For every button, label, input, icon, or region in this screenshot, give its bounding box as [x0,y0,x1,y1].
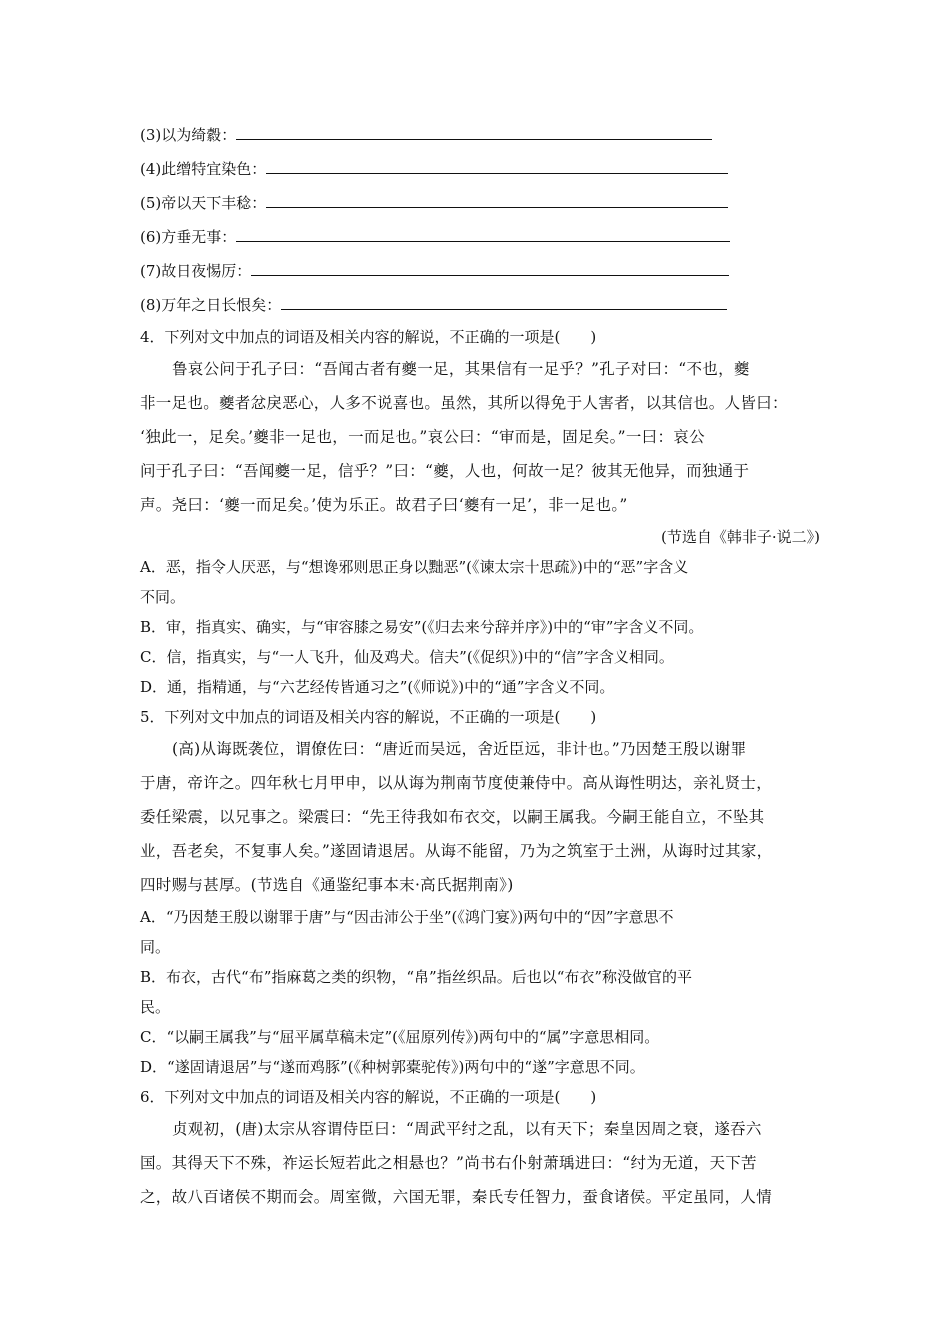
passage-5 [140,732,820,902]
passage-line: ‘独此一，足矣。’夔非一足也，一而足也。”哀公曰：“审而是，固足矣。”一曰：哀公 [140,428,705,446]
option-a-cont: 不同。 [140,588,186,606]
answer-blank[interactable] [251,258,729,276]
option-b[interactable]: B．布衣，古代“布”指麻葛之类的织物，“帛”指丝织品。后也以“布衣”称没做官的平 [140,968,693,986]
option-c[interactable]: C．信，指真实，与“一人飞升，仙及鸡犬。信夫”(《促织》)中的“信”字含义相同。 [140,648,674,666]
passage-line: 业，吾老矣，不复事人矣。”遂固请退居。从诲不能留，乃为之筑室于土洲，从诲时过其家， [140,842,773,860]
passage-line: 国。其得天下不殊，祚运长短若此之相悬也？”尚书右仆射萧瑀进曰：“纣为无道，天下苦 [140,1154,757,1172]
fill-item [140,288,820,322]
fill-item [140,220,820,254]
fill-item [140,152,820,186]
option-c[interactable]: C．“以嗣王属我”与“屈平属草稿未定”(《屈原列传》)两句中的“属”字意思相同。 [140,1028,660,1046]
passage-line: 贞观初，(唐)太宗从容谓侍臣曰：“周武平纣之乱，以有天下；秦皇因周之衰，遂吞六 [172,1120,762,1138]
option-a[interactable]: A．“乃因楚王殷以谢罪于唐”与“因击沛公于坐”(《鸿门宴》)两句中的“因”字意思不 [140,908,674,926]
passage-line: 问于孔子曰：“吾闻夔一足，信乎？”曰：“夔，人也，何故一足？彼其无他异，而独通于 [140,462,750,480]
passage-source: (节选自《韩非子·说二》) [661,528,820,546]
answer-blank[interactable] [236,224,730,242]
answer-blank[interactable] [266,156,728,174]
passage-4 [140,352,820,522]
answer-blank[interactable] [281,292,727,310]
passage-6 [140,1112,820,1214]
fill-item-label: (8)万年之日长恨矣： [140,296,282,314]
passage-line: 于唐，帝许之。四年秋七月甲申，以从诲为荆南节度使兼侍中。高从诲性明达，亲礼贤士， [140,774,773,792]
passage-line: 之，故八百诸侯不期而会。周室微，六国无罪，秦氏专任智力，蚕食诸侯。平定虽同，人情 [140,1188,773,1206]
option-a-cont: 同。 [140,938,171,956]
option-a[interactable]: A．恶，指令人厌恶，与“想谗邪则思正身以黜恶”(《谏太宗十思疏》)中的“恶”字含义 [140,558,689,576]
option-b[interactable]: B．审，指真实、确实，与“审容膝之易安”(《归去来兮辞并序》)中的“审”字含义不同。 [140,618,704,636]
document-page [140,118,820,1214]
fill-item-label: (4)此缯特宜染色： [140,160,267,178]
question-stem-4: 4．下列对文中加点的词语及相关内容的解说，不正确的一项是( ) [140,328,597,346]
answer-blank[interactable] [236,122,712,140]
fill-item-list [140,118,820,322]
option-b-cont: 民。 [140,998,171,1016]
passage-line: (高)从诲既袭位，谓僚佐曰：“唐近而吴远，舍近臣远，非计也。”乃因楚王殷以谢罪 [172,740,747,758]
fill-item-label: (3)以为绮縠： [140,126,237,144]
passage-line: 鲁哀公问于孔子曰：“吾闻古者有夔一足，其果信有一足乎？”孔子对曰：“不也，夔 [172,360,750,378]
fill-item [140,186,820,220]
fill-item [140,254,820,288]
fill-item-label: (7)故日夜惕厉： [140,262,252,280]
fill-item-label: (6)方垂无事： [140,228,237,246]
passage-line: 委任梁震，以兄事之。梁震曰：“先王待我如布衣交，以嗣王属我。今嗣王能自立，不坠其 [140,808,765,826]
passage-line: 四时赐与甚厚。(节选自《通鉴纪事本末·高氏据荆南》) [140,876,514,894]
question-stem-5: 5．下列对文中加点的词语及相关内容的解说，不正确的一项是( ) [140,708,597,726]
fill-item [140,118,820,152]
passage-line: 非一足也。夔者忿戾恶心，人多不说喜也。虽然，其所以得免于人害者，以其信也。人皆曰： [140,394,788,412]
options-4 [140,552,820,702]
question-stem-6: 6．下列对文中加点的词语及相关内容的解说，不正确的一项是( ) [140,1088,597,1106]
passage-line: 声。尧曰：‘夔一而足矣。’使为乐正。故君子曰‘夔有一足’，非一足也。” [140,496,628,514]
fill-item-label: (5)帝以天下丰稔： [140,194,267,212]
option-d[interactable]: D．“遂固请退居”与“遂而鸡豚”(《种树郭橐驼传》)两句中的“遂”字意思不同。 [140,1058,645,1076]
option-d[interactable]: D．通，指精通，与“六艺经传皆通习之”(《师说》)中的“通”字含义不同。 [140,678,615,696]
answer-blank[interactable] [266,190,728,208]
options-5 [140,902,820,1082]
